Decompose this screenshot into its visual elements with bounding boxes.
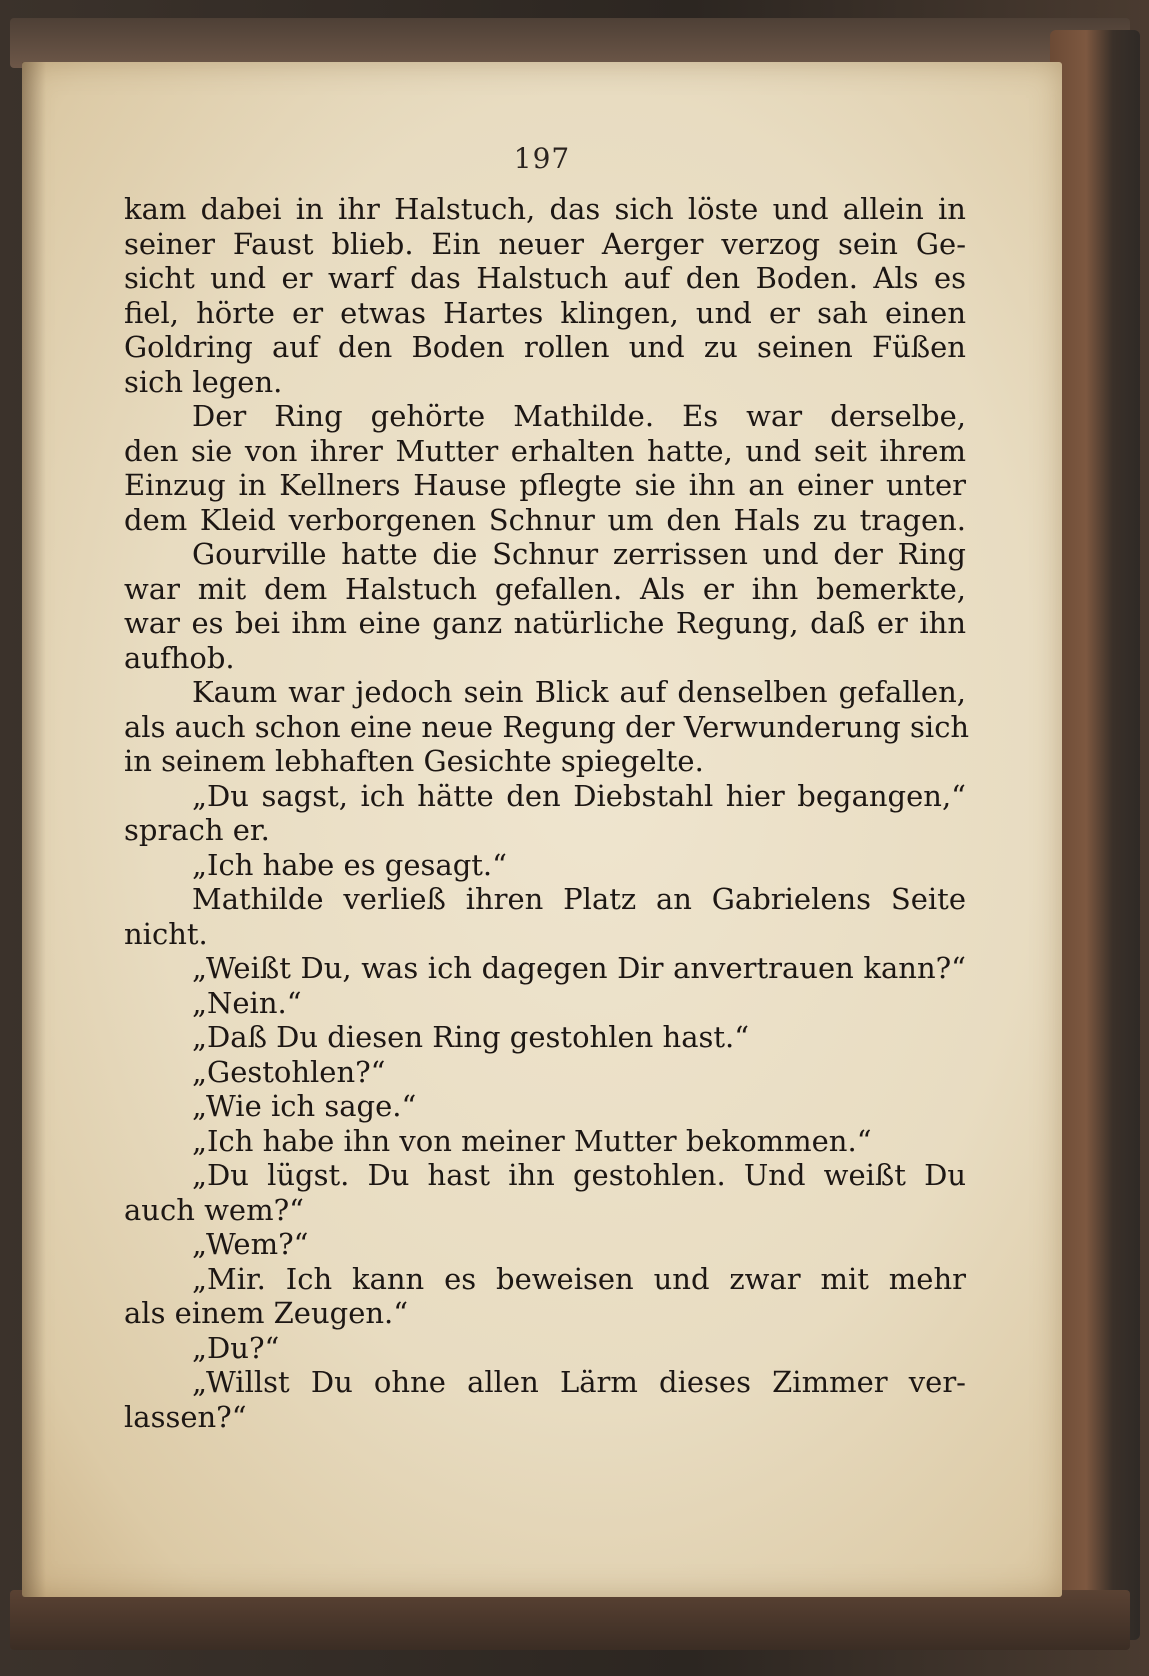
text-line: dem Kleid verborgenen Schnur um den Hals zu tragen. [124, 502, 966, 537]
text-line: sicht und er warf das Halstuch auf den Boden. Als es [124, 261, 966, 295]
text-line: aufhob. [124, 640, 235, 675]
text-line: „Ich habe es gesagt.“ [192, 847, 507, 882]
text-line: „Wie ich sage.“ [192, 1089, 417, 1123]
text-line: Mathilde verließ ihren Platz an Gabrielens Seite [192, 882, 966, 916]
text-line: „Du sagst, ich hätte den Diebstahl hier begangen,“ [192, 778, 966, 813]
text-line: Einzug in Kellners Hause pflegte sie ihn an einer unter [124, 468, 966, 502]
text-line: „Nein.“ [192, 985, 302, 1020]
text-line: „Weißt Du, was ich dagegen Dir anvertrauen kann?“ [192, 951, 966, 985]
text-line: war mit dem Halstuch gefallen. Als er ihn bemerkte, [124, 571, 966, 606]
text-line: den sie von ihrer Mutter erhalten hatte, und seit ihrem [124, 433, 966, 468]
page-body-text [124, 192, 970, 1434]
text-line: „Mir. Ich kann es beweisen und zwar mit mehr [192, 1261, 966, 1296]
text-line: sich legen. [124, 364, 283, 399]
page-number: 197 [513, 142, 571, 175]
text-line: war es bei ihm eine ganz natürliche Regung, daß er ihn [124, 606, 966, 640]
text-line: nicht. [124, 916, 208, 951]
text-line: sprach er. [124, 813, 270, 847]
book-page [22, 62, 1062, 1597]
text-line: „Ich habe ihn von meiner Mutter bekommen.“ [192, 1123, 872, 1158]
text-line: Kaum war jedoch sein Blick auf denselben gefallen, [192, 675, 966, 709]
book-cover-right [1050, 30, 1140, 1640]
text-line: auch wem?“ [124, 1192, 304, 1227]
text-line: fiel, hörte er etwas Hartes klingen, und er sah einen [124, 295, 966, 330]
text-line: „Daß Du diesen Ring gestohlen hast.“ [192, 1020, 750, 1054]
text-line: Der Ring gehörte Mathilde. Es war derselbe, [192, 399, 966, 433]
text-line: in seinem lebhaften Gesichte spiegelte. [124, 744, 704, 778]
book-cover-top [10, 18, 1130, 68]
text-line: seiner Faust blieb. Ein neuer Aerger verzog sein Ge- [124, 226, 966, 261]
text-line: als einem Zeugen.“ [124, 1296, 409, 1330]
text-line: „Willst Du ohne allen Lärm dieses Zimmer ver- [192, 1365, 966, 1399]
text-line: „Du?“ [192, 1330, 280, 1365]
text-line: „Wem?“ [192, 1227, 309, 1261]
text-line: „Gestohlen?“ [192, 1054, 386, 1089]
text-line: Gourville hatte die Schnur zerrissen und der Ring [192, 537, 966, 571]
text-line: lassen?“ [124, 1399, 247, 1434]
text-line: „Du lügst. Du hast ihn gestohlen. Und weißt Du [192, 1158, 966, 1192]
text-line: als auch schon eine neue Regung der Verwunderung sich [124, 709, 970, 744]
text-line: kam dabei in ihr Halstuch, das sich löste und allein in [124, 192, 966, 226]
book-cover-bottom [10, 1590, 1130, 1650]
text-line: Goldring auf den Boden rollen und zu seinen Füßen [124, 330, 966, 364]
page-gutter [22, 62, 46, 1597]
